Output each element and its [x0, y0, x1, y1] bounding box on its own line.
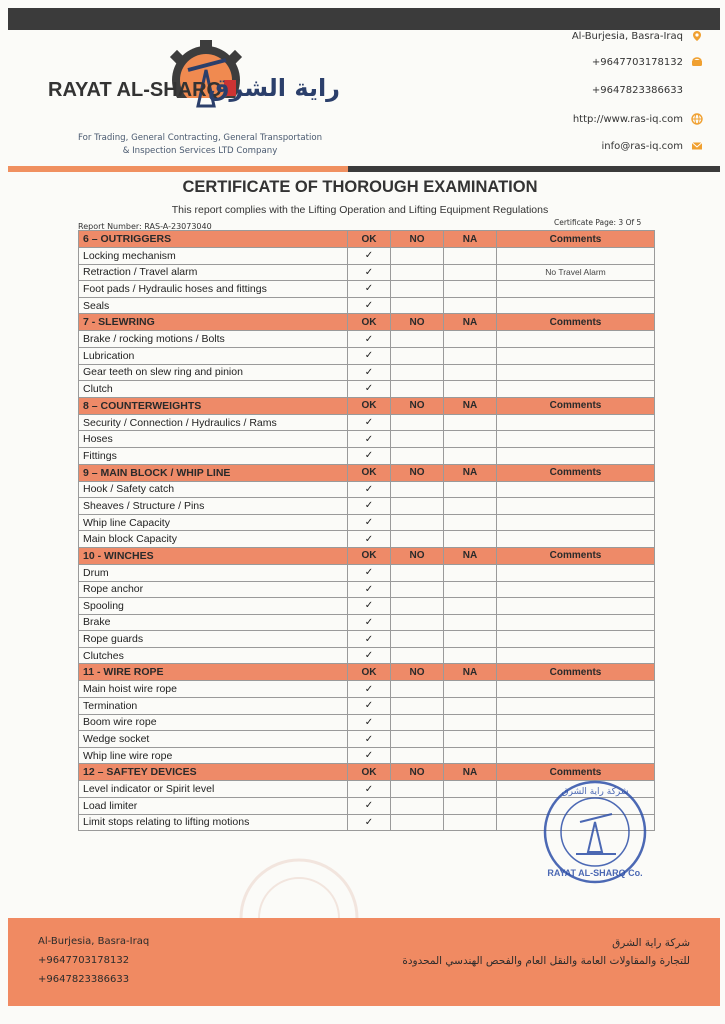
- table-row: [79, 681, 655, 698]
- na-cell: [444, 731, 497, 748]
- no-cell: [391, 781, 444, 798]
- company-tagline: [40, 132, 360, 158]
- ok-check-icon: ✓: [348, 714, 391, 731]
- table-row: [79, 364, 655, 381]
- ok-check-icon: ✓: [348, 631, 391, 648]
- tagline-line1: For Trading, General Contracting, General Transportation: [77, 133, 323, 143]
- section-header: [79, 314, 655, 331]
- no-cell: [391, 297, 444, 314]
- comment-cell: [497, 647, 655, 664]
- comment-cell: [497, 731, 655, 748]
- comments-header: Comments: [497, 231, 655, 248]
- na-cell: [444, 614, 497, 631]
- no-cell: [391, 747, 444, 764]
- address-text: Al-Burjesia, Basra-Iraq: [571, 30, 683, 42]
- table-row: [79, 498, 655, 515]
- ok-check-icon: ✓: [348, 381, 391, 398]
- stamp-text-en: RAYAT AL-SHARQ Co.: [547, 868, 643, 878]
- table-row: [79, 414, 655, 431]
- comment-cell: [497, 681, 655, 698]
- section-header: [79, 464, 655, 481]
- na-header: NA: [444, 764, 497, 781]
- no-cell: [391, 347, 444, 364]
- table-row: [79, 331, 655, 348]
- na-header: NA: [444, 664, 497, 681]
- no-cell: [391, 447, 444, 464]
- na-cell: [444, 564, 497, 581]
- table-row: [79, 297, 655, 314]
- section-header: [79, 547, 655, 564]
- table-row: [79, 281, 655, 298]
- ok-check-icon: ✓: [348, 747, 391, 764]
- no-cell: [391, 731, 444, 748]
- item-label: Seals: [79, 297, 348, 314]
- ok-check-icon: ✓: [348, 564, 391, 581]
- item-label: Termination: [79, 698, 348, 715]
- section-header: [79, 397, 655, 414]
- ok-check-icon: ✓: [348, 798, 391, 815]
- na-cell: [444, 647, 497, 664]
- comments-header: Comments: [497, 314, 655, 331]
- item-label: Whip line wire rope: [79, 747, 348, 764]
- ok-header: OK: [348, 764, 391, 781]
- item-label: Limit stops relating to lifting motions: [79, 814, 348, 831]
- no-cell: [391, 381, 444, 398]
- table-row: [79, 481, 655, 498]
- table-row: [79, 647, 655, 664]
- website-link[interactable]: http://www.ras-iq.com: [572, 113, 683, 125]
- ok-header: OK: [348, 397, 391, 414]
- table-row: [79, 531, 655, 548]
- item-label: Rope guards: [79, 631, 348, 648]
- ok-check-icon: ✓: [348, 481, 391, 498]
- ok-check-icon: ✓: [348, 248, 391, 265]
- na-cell: [444, 331, 497, 348]
- item-label: Load limiter: [79, 798, 348, 815]
- table-row: [79, 248, 655, 265]
- ok-check-icon: ✓: [348, 514, 391, 531]
- comment-cell: [497, 447, 655, 464]
- ok-check-icon: ✓: [348, 681, 391, 698]
- table-row: [79, 747, 655, 764]
- item-label: Hook / Safety catch: [79, 481, 348, 498]
- ok-header: OK: [348, 464, 391, 481]
- report-number: Report Number: RAS-A-23073040: [78, 222, 212, 231]
- na-cell: [444, 381, 497, 398]
- no-cell: [391, 498, 444, 515]
- ok-check-icon: ✓: [348, 614, 391, 631]
- certificate-page: Certificate Page: 3 Of 5: [554, 218, 642, 227]
- table-row: [79, 347, 655, 364]
- comment-cell: [497, 598, 655, 615]
- na-cell: [444, 747, 497, 764]
- ok-check-icon: ✓: [348, 647, 391, 664]
- item-label: Brake / rocking motions / Bolts: [79, 331, 348, 348]
- company-logo: [48, 36, 348, 136]
- comment-cell: [497, 281, 655, 298]
- comment-cell: [497, 714, 655, 731]
- no-cell: [391, 714, 444, 731]
- comment-cell: [497, 431, 655, 448]
- footer-address: Al-Burjesia, Basra-Iraq: [38, 936, 150, 947]
- item-label: Rope anchor: [79, 581, 348, 598]
- na-header: NA: [444, 231, 497, 248]
- table-row: [79, 731, 655, 748]
- header-divider: [8, 166, 720, 172]
- na-cell: [444, 347, 497, 364]
- section-title: 12 – SAFTEY DEVICES: [79, 764, 348, 781]
- comment-cell: [497, 498, 655, 515]
- table-row: [79, 598, 655, 615]
- na-cell: [444, 447, 497, 464]
- comments-header: Comments: [497, 547, 655, 564]
- item-label: Brake: [79, 614, 348, 631]
- no-cell: [391, 431, 444, 448]
- globe-icon: [691, 113, 703, 125]
- comment-cell: [497, 481, 655, 498]
- phone2-text[interactable]: +9647823386633: [591, 84, 683, 96]
- table-row: [79, 431, 655, 448]
- item-label: Security / Connection / Hydraulics / Rams: [79, 414, 348, 431]
- company-name-en: RAYAT AL-SHARQ: [48, 79, 223, 101]
- comment-cell: [497, 297, 655, 314]
- comments-header: Comments: [497, 397, 655, 414]
- comment-cell: [497, 347, 655, 364]
- no-header: NO: [391, 664, 444, 681]
- no-cell: [391, 598, 444, 615]
- no-cell: [391, 331, 444, 348]
- ok-check-icon: ✓: [348, 581, 391, 598]
- ok-check-icon: ✓: [348, 364, 391, 381]
- footer-contact: [38, 932, 149, 989]
- contact-phone1: [592, 56, 703, 68]
- na-cell: [444, 714, 497, 731]
- no-cell: [391, 581, 444, 598]
- item-label: Main block Capacity: [79, 531, 348, 548]
- ok-check-icon: ✓: [348, 297, 391, 314]
- ok-header: OK: [348, 314, 391, 331]
- table-row: [79, 381, 655, 398]
- table-row: [79, 564, 655, 581]
- section-title: 7 - SLEWRING: [79, 314, 348, 331]
- comment-cell: No Travel Alarm: [497, 264, 655, 281]
- footer-phone2[interactable]: +9647823386633: [38, 974, 130, 985]
- item-label: Gear teeth on slew ring and pinion: [79, 364, 348, 381]
- na-cell: [444, 297, 497, 314]
- na-cell: [444, 798, 497, 815]
- na-cell: [444, 414, 497, 431]
- examination-table: [78, 230, 655, 831]
- no-cell: [391, 364, 444, 381]
- ok-check-icon: ✓: [348, 531, 391, 548]
- company-stamp: [528, 780, 662, 884]
- section-title: 10 - WINCHES: [79, 547, 348, 564]
- item-label: Level indicator or Spirit level: [79, 781, 348, 798]
- email-link[interactable]: info@ras-iq.com: [601, 140, 683, 152]
- item-label: Spooling: [79, 598, 348, 615]
- contact-website: [573, 113, 703, 125]
- footer-ar-line1: شركة راية الشرق: [612, 937, 690, 949]
- item-label: Drum: [79, 564, 348, 581]
- na-cell: [444, 248, 497, 265]
- na-header: NA: [444, 397, 497, 414]
- no-header: NO: [391, 231, 444, 248]
- comment-cell: [497, 631, 655, 648]
- na-header: NA: [444, 464, 497, 481]
- no-cell: [391, 281, 444, 298]
- ok-check-icon: ✓: [348, 781, 391, 798]
- phone-icon: [691, 56, 703, 68]
- contact-email: [602, 140, 703, 152]
- na-cell: [444, 581, 497, 598]
- item-label: Sheaves / Structure / Pins: [79, 498, 348, 515]
- item-label: Boom wire rope: [79, 714, 348, 731]
- item-label: Clutch: [79, 381, 348, 398]
- ok-header: OK: [348, 664, 391, 681]
- no-header: NO: [391, 464, 444, 481]
- na-cell: [444, 281, 497, 298]
- section-title: 11 - WIRE ROPE: [79, 664, 348, 681]
- na-cell: [444, 781, 497, 798]
- no-cell: [391, 647, 444, 664]
- na-cell: [444, 481, 497, 498]
- na-cell: [444, 531, 497, 548]
- item-label: Retraction / Travel alarm: [79, 264, 348, 281]
- comments-header: Comments: [497, 764, 655, 781]
- comment-cell: [497, 514, 655, 531]
- item-label: Clutches: [79, 647, 348, 664]
- section-title: 9 – MAIN BLOCK / WHIP LINE: [79, 464, 348, 481]
- no-header: NO: [391, 764, 444, 781]
- table-row: [79, 631, 655, 648]
- ok-check-icon: ✓: [348, 447, 391, 464]
- item-label: Fittings: [79, 447, 348, 464]
- section-header: [79, 764, 655, 781]
- comments-header: Comments: [497, 464, 655, 481]
- comment-cell: [497, 698, 655, 715]
- no-cell: [391, 614, 444, 631]
- certificate-subtitle: This report complies with the Lifting Operation and Lifting Equipment Regulations: [171, 204, 549, 216]
- item-label: Foot pads / Hydraulic hoses and fittings: [79, 281, 348, 298]
- certificate-title: CERTIFICATE OF THOROUGH EXAMINATION: [182, 178, 538, 196]
- comments-header: Comments: [497, 664, 655, 681]
- na-cell: [444, 431, 497, 448]
- contact-phone2: [592, 84, 703, 96]
- item-label: Locking mechanism: [79, 248, 348, 265]
- na-cell: [444, 514, 497, 531]
- table-row: [79, 698, 655, 715]
- stamp-text-ar: شركة راية الشرق: [561, 787, 629, 797]
- envelope-icon: [691, 140, 703, 152]
- no-cell: [391, 698, 444, 715]
- ok-check-icon: ✓: [348, 331, 391, 348]
- no-cell: [391, 414, 444, 431]
- comment-cell: [497, 331, 655, 348]
- section-title: 6 – OUTRIGGERS: [79, 231, 348, 248]
- phone1-text[interactable]: +9647703178132: [591, 56, 683, 68]
- no-cell: [391, 514, 444, 531]
- section-title: 8 – COUNTERWEIGHTS: [79, 397, 348, 414]
- ok-check-icon: ✓: [348, 264, 391, 281]
- item-label: Whip line Capacity: [79, 514, 348, 531]
- no-header: NO: [391, 397, 444, 414]
- table-row: [79, 714, 655, 731]
- comment-cell: [497, 364, 655, 381]
- comment-cell: [497, 564, 655, 581]
- table-row: [79, 614, 655, 631]
- section-header: [79, 231, 655, 248]
- na-cell: [444, 264, 497, 281]
- comment-cell: [497, 381, 655, 398]
- na-cell: [444, 498, 497, 515]
- contact-address: [572, 30, 703, 42]
- no-cell: [391, 531, 444, 548]
- table-row: [79, 264, 655, 281]
- table-row: [79, 447, 655, 464]
- comment-cell: [497, 414, 655, 431]
- ok-check-icon: ✓: [348, 281, 391, 298]
- comment-cell: [497, 614, 655, 631]
- na-cell: [444, 681, 497, 698]
- no-cell: [391, 564, 444, 581]
- ok-check-icon: ✓: [348, 498, 391, 515]
- footer-band: [8, 918, 720, 1006]
- no-cell: [391, 798, 444, 815]
- ok-check-icon: ✓: [348, 814, 391, 831]
- ok-header: OK: [348, 547, 391, 564]
- ok-check-icon: ✓: [348, 698, 391, 715]
- comment-cell: [497, 581, 655, 598]
- item-label: Wedge socket: [79, 731, 348, 748]
- stamp-oil-pump-icon: [576, 814, 616, 854]
- no-cell: [391, 814, 444, 831]
- na-cell: [444, 698, 497, 715]
- header-top-bar: [8, 8, 720, 30]
- ok-check-icon: ✓: [348, 431, 391, 448]
- no-cell: [391, 681, 444, 698]
- footer-arabic: [402, 934, 690, 970]
- comment-cell: [497, 248, 655, 265]
- footer-phone1[interactable]: +9647703178132: [38, 955, 130, 966]
- na-cell: [444, 364, 497, 381]
- tagline-line2: & Inspection Services LTD Company: [122, 146, 278, 156]
- item-label: Lubrication: [79, 347, 348, 364]
- company-name-ar: راية الشرق: [207, 74, 340, 102]
- table-row: [79, 581, 655, 598]
- footer-ar-line2: للتجارة والمقاولات العامة والنقل العام والفحص الهندسي المحدودة: [402, 955, 690, 967]
- comment-cell: [497, 747, 655, 764]
- ok-check-icon: ✓: [348, 347, 391, 364]
- na-cell: [444, 631, 497, 648]
- ok-header: OK: [348, 231, 391, 248]
- item-label: Main hoist wire rope: [79, 681, 348, 698]
- section-header: [79, 664, 655, 681]
- na-header: NA: [444, 314, 497, 331]
- ok-check-icon: ✓: [348, 731, 391, 748]
- item-label: Hoses: [79, 431, 348, 448]
- na-cell: [444, 598, 497, 615]
- no-header: NO: [391, 547, 444, 564]
- no-cell: [391, 631, 444, 648]
- no-cell: [391, 264, 444, 281]
- na-cell: [444, 814, 497, 831]
- table-row: [79, 514, 655, 531]
- ok-check-icon: ✓: [348, 414, 391, 431]
- no-cell: [391, 481, 444, 498]
- no-header: NO: [391, 314, 444, 331]
- na-header: NA: [444, 547, 497, 564]
- no-cell: [391, 248, 444, 265]
- comment-cell: [497, 531, 655, 548]
- ok-check-icon: ✓: [348, 598, 391, 615]
- location-pin-icon: [691, 30, 703, 42]
